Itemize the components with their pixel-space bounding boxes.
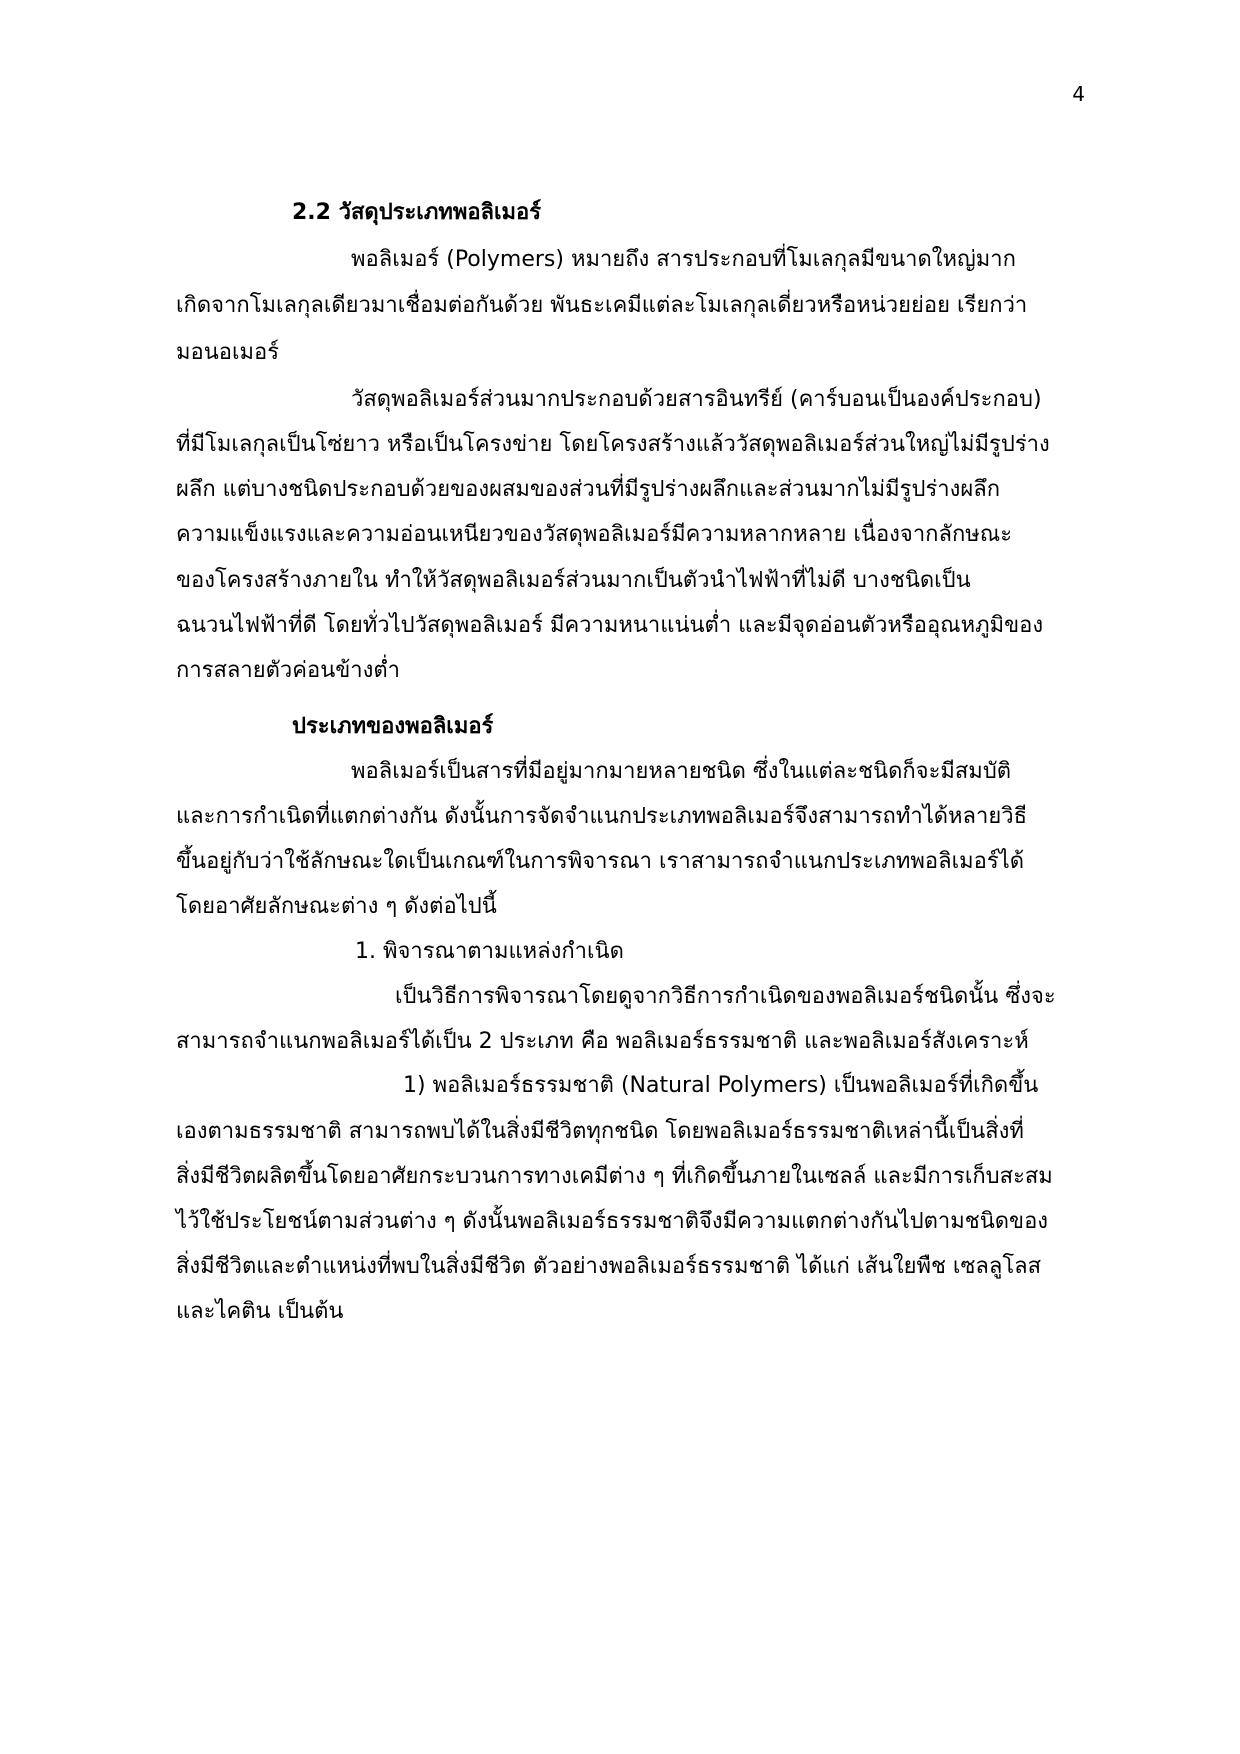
paragraph-line: วัสดุพอลิเมอร์ส่วนมากประกอบด้วยสารอินทรีย์ (คาร์บอนเป็นองค์ประกอบ) (351, 387, 1042, 412)
page-number: 4 (1072, 82, 1085, 106)
paragraph-line: ของโครงสร้างภายใน ทำให้วัสดุพอลิเมอร์ส่วนมากเป็นตัวนำไฟฟ้าที่ไม่ดี บางชนิดเป็น (176, 568, 971, 593)
paragraph-line: ที่มีโมเลกุลเป็นโซ่ยาว หรือเป็นโครงข่าย โดยโครงสร้างแล้ววัสดุพอลิเมอร์ส่วนใหญ่ไม่มีรูปร่าง (176, 432, 1050, 457)
paragraph-line: สิ่งมีชีวิตผลิตขึ้นโดยอาศัยกระบวนการทางเคมีต่าง ๆ ที่เกิดขึ้นภายในเซลล์ และมีการเก็บสะสม (176, 1164, 1053, 1189)
paragraph-line: และการกำเนิดที่แตกต่างกัน ดังนั้นการจัดจำแนกประเภทพอลิเมอร์จึงสามารถทำได้หลายวิธี (176, 804, 1028, 829)
paragraph-line: สามารถจำแนกพอลิเมอร์ได้เป็น 2 ประเภท คือ พอลิเมอร์ธรรมชาติ และพอลิเมอร์สังเคราะห์ (176, 1029, 1029, 1054)
paragraph-line: เองตามธรรมชาติ สามารถพบได้ในสิ่งมีชีวิตทุกชนิด โดยพอลิเมอร์ธรรมชาติเหล่านี้เป็นสิ่งที่ (176, 1119, 1024, 1144)
paragraph-line: 1) พอลิเมอร์ธรรมชาติ (Natural Polymers) เป็นพอลิเมอร์ที่เกิดขึ้น (403, 1073, 1039, 1098)
paragraph-line: ฉนวนไฟฟ้าที่ดี โดยทั่วไปวัสดุพอลิเมอร์ มีความหนาแน่นต่ำ และมีจุดอ่อนตัวหรืออุณหภูมิของ (176, 613, 1044, 638)
list-item-title: 1. พิจารณาตามแหล่งกำเนิด (355, 939, 624, 964)
paragraph-line: ไว้ใช้ประโยชน์ตามส่วนต่าง ๆ ดังนั้นพอลิเมอร์ธรรมชาติจึงมีความแตกต่างกันไปตามชนิดของ (176, 1209, 1049, 1234)
paragraph-line: ความแข็งแรงและความอ่อนเหนียวของวัสดุพอลิเมอร์มีความหลากหลาย เนื่องจากลักษณะ (176, 522, 1013, 547)
paragraph-line: การสลายตัวค่อนข้างต่ำ (176, 658, 401, 683)
paragraph-line: พอลิเมอร์เป็นสารที่มีอยู่มากมายหลายชนิด ซึ่งในแต่ละชนิดก็จะมีสมบัติ (351, 759, 1012, 784)
paragraph-line: สิ่งมีชีวิตและตำแหน่งที่พบในสิ่งมีชีวิต ตัวอย่างพอลิเมอร์ธรรมชาติ ได้แก่ เส้นใยพืช เซลลูโลส (176, 1254, 1042, 1279)
paragraph-line: พอลิเมอร์ (Polymers) หมายถึง สารประกอบที่โมเลกุลมีขนาดใหญ่มาก (351, 247, 1016, 272)
paragraph-line: เป็นวิธีการพิจารณาโดยดูจากวิธีการกำเนิดของพอลิเมอร์ชนิดนั้น ซึ่งจะ (395, 984, 1056, 1009)
subsection-heading: ประเภทของพอลิเมอร์ (292, 714, 494, 739)
section-heading: 2.2 วัสดุประเภทพอลิเมอร์ (292, 200, 542, 225)
paragraph-line: เกิดจากโมเลกุลเดียวมาเชื่อมต่อกันด้วย พันธะเคมีแต่ละโมเลกุลเดี่ยวหรือหน่วยย่อย เรียกว่า (176, 293, 1028, 318)
paragraph-line: และไคติน เป็นต้น (176, 1299, 344, 1324)
paragraph-line: ขึ้นอยู่กับว่าใช้ลักษณะใดเป็นเกณฑ์ในการพิจารณา เราสามารถจำแนกประเภทพอลิเมอร์ได้ (176, 849, 1024, 874)
paragraph-line: ผลึก แต่บางชนิดประกอบด้วยของผสมของส่วนที่มีรูปร่างผลึกและส่วนมากไม่มีรูปร่างผลึก (176, 477, 1001, 502)
paragraph-line: โดยอาศัยลักษณะต่าง ๆ ดังต่อไปนี้ (176, 894, 497, 919)
paragraph-line: มอนอเมอร์ (176, 340, 280, 365)
